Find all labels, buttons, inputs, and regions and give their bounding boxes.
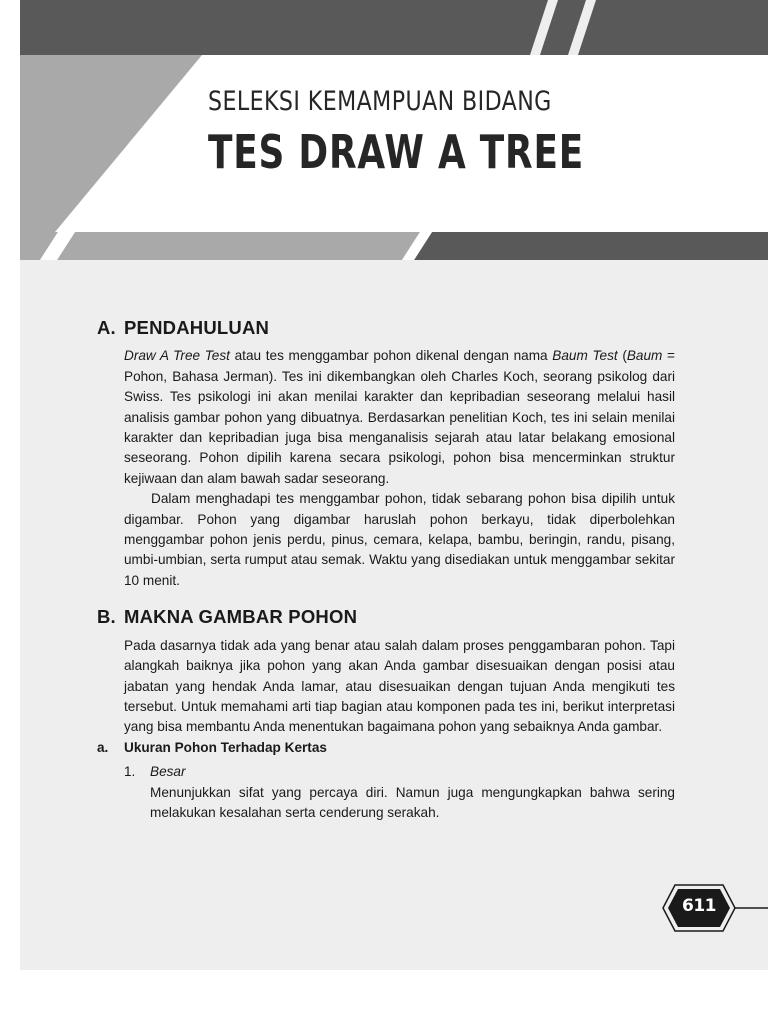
italic-term: Baum Test (552, 348, 618, 364)
page-body (97, 318, 675, 823)
section-number: B. (97, 606, 116, 628)
chapter-title: TES DRAW A TREE (208, 125, 585, 179)
subsection-heading (97, 738, 675, 758)
italic-term: Baum (626, 348, 663, 364)
paragraph-text: ( (617, 348, 627, 364)
section-heading-b (97, 607, 675, 627)
list-label: Besar (150, 764, 186, 780)
subsection-title: Ukuran Pohon Terhadap Kertas (124, 739, 327, 755)
section-heading-a (97, 318, 675, 338)
section-number: A. (97, 317, 116, 338)
chapter-title-block (208, 86, 690, 179)
book-page (20, 0, 768, 970)
page-number-badge (651, 880, 768, 936)
instructions-paragraph: Dalam menghadapi tes menggambar pohon, tidak sebarang pohon bisa dipilih untuk digambar. Pohon yang digambar haruslah pohon berkayu, tidak diperbolehkan menggambar pohon jenis perdu, pinus, cemara, kelapa, bambu, beringin, randu, pisang, umbi-umbian, serta rumput atau semak. Waktu yang disediakan untuk menggambar sekitar 10 menit. (124, 491, 675, 588)
chapter-subtitle: SELEKSI KEMAMPUAN BIDANG (208, 86, 552, 117)
meaning-paragraph: Pada dasarnya tidak ada yang benar atau salah dalam proses penggambaran pohon. Tapi alangkah baiknya jika pohon yang akan Anda gambar disesuaikan dengan posisi atau jabatan yang hendak Anda lamar, atau disesuaikan dengan tujuan Anda mengikuti tes tersebut. Untuk memahami arti tiap bagian atau komponen pada tes ini, berikut interpretasi yang bisa membantu Anda menentukan bagaimana pohon yang sebaiknya Anda gambar. (124, 637, 675, 735)
paragraph-text: atau tes menggambar pohon dikenal dengan nama (229, 348, 553, 364)
section-title: MAKNA GAMBAR POHON (124, 606, 358, 628)
section-title: PENDAHULUAN (124, 317, 270, 338)
list-body (150, 762, 675, 823)
page-number: 611 (682, 896, 716, 916)
italic-term: Draw A Tree Test (124, 348, 230, 364)
list-item (124, 762, 675, 823)
list-number: 1. (124, 764, 136, 780)
subsection-number: a. (97, 739, 109, 755)
paragraph-text: = Pohon, Bahasa Jerman). Tes ini dikembangkan oleh Charles Koch, seorang psikolog dari Swiss. Tes psikologi ini akan menilai karakter dan kepribadian seseorang melalui hasil analisis gambar pohon yang dibuatnya. Berdasarkan penelitian Koch, tes ini selain menilai karakter dan kepribadian juga bisa menganalisis sejarah atau latar belakang emosional seseorang. Pohon dipilih karena secara psikologi, pohon bisa mencerminkan struktur kejiwaan dan alam bawah sadar seseorang. (124, 348, 675, 486)
intro-paragraph (124, 346, 675, 489)
list-text: Menunjukkan sifat yang percaya diri. Namun juga mengungkapkan bahwa sering melakukan kesalahan serta cenderung serakah. (150, 784, 675, 820)
